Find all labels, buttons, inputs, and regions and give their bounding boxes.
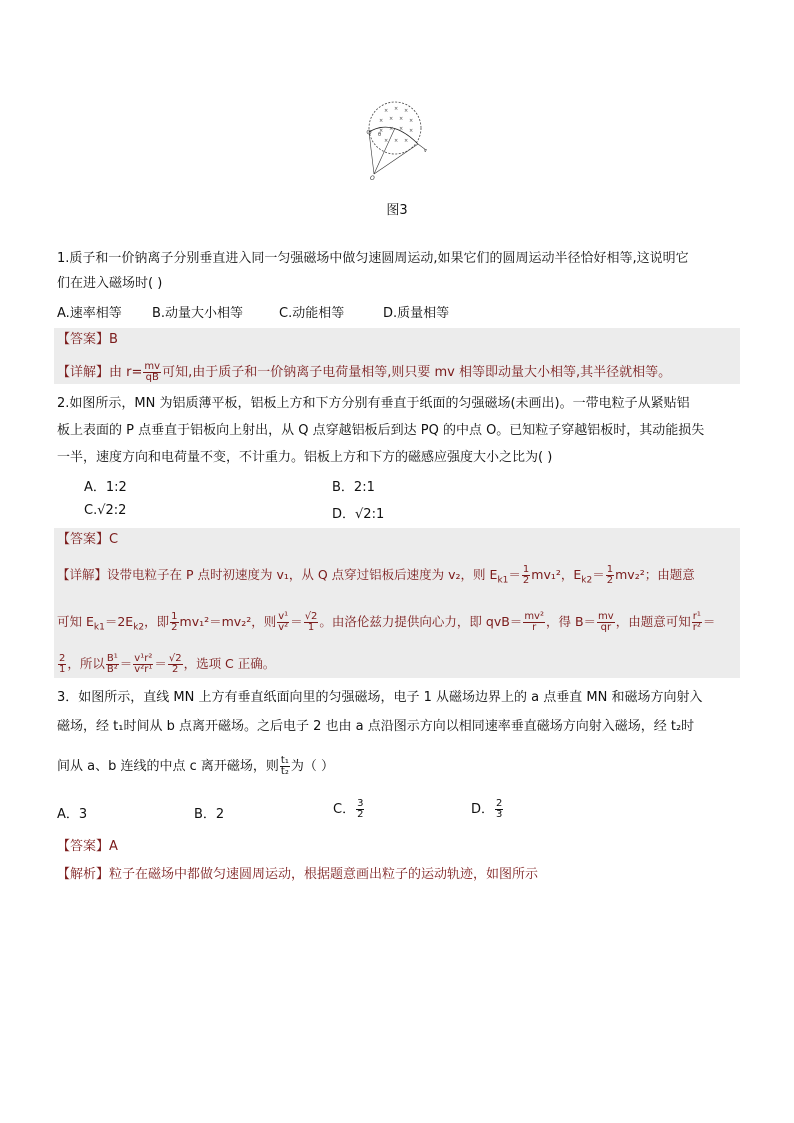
q2-f3: ，所以	[67, 656, 105, 671]
q2-f9: ＝	[154, 656, 167, 671]
q2-answer-value: C	[109, 532, 119, 547]
q2-f4: B¹	[106, 653, 118, 664]
q2-b-frac	[597, 612, 615, 633]
q2-detail-line3	[57, 654, 275, 675]
q2-half-fraction-2	[606, 565, 614, 586]
svg-text:×: ×	[384, 138, 389, 144]
q2-e18: ，由题意可知	[615, 614, 691, 629]
q2-f6: ＝	[119, 656, 133, 671]
q2-d4c: 1	[171, 611, 178, 622]
q1-detail-b: 可知,由于质子和一价钠离子电荷量相等,则只要 mv 相等即动量大小相等,其半径就相等。	[162, 365, 672, 380]
q1-frac-num: mv	[144, 361, 161, 372]
q2-d5c: 2	[171, 622, 178, 633]
q1-answer-tag: 【答案】	[57, 332, 110, 347]
q2-d4: 1	[522, 564, 530, 575]
q2-d6: mv₁²，E	[531, 567, 582, 582]
svg-text:×: ×	[394, 138, 399, 144]
q2-f12: ，选项 C 正确。	[183, 656, 276, 671]
q2-sqrt-ratio	[304, 612, 319, 633]
q2-stem-line2: 板上表面的 P 点垂直于铝板向上射出，从 Q 点穿越铝板后到达 PQ 的中点 O。已知粒子穿越铝板时，其动能损失	[57, 423, 705, 438]
q2-d2: k1	[497, 575, 509, 586]
q2-d7: k2	[581, 575, 593, 586]
q2-d8: ＝	[592, 567, 605, 582]
q2-f5: B²	[106, 664, 118, 675]
q3-optD-frac	[495, 799, 503, 820]
svg-text:×: ×	[384, 108, 389, 114]
q2-e6: mv₁²＝mv₂²，则	[179, 614, 277, 629]
figure-caption: 图3	[386, 203, 408, 218]
q3-answer	[57, 838, 118, 856]
q2-d5: 2	[522, 575, 530, 586]
q2-e12: 。由洛伦兹力提供向心力，即 qvB＝	[319, 614, 523, 629]
svg-text:×: ×	[379, 118, 384, 124]
q1-answer-value: B	[109, 332, 118, 347]
q3-optCd: 2	[357, 809, 364, 820]
q2-e3: ＝2E	[104, 614, 134, 629]
q2-e19: r¹	[692, 611, 701, 622]
svg-text:×: ×	[409, 128, 414, 134]
q3-analysis	[57, 866, 538, 884]
q2-option-b: B．2:1	[332, 480, 375, 495]
q3-answer-value: A	[109, 839, 118, 854]
q3-option-b: B．2	[194, 807, 225, 822]
q2-option-c: C.√2:2	[84, 503, 127, 518]
q3-l3n: t₁	[280, 755, 289, 766]
q2-e21: ＝	[702, 614, 716, 629]
q3-option-d	[471, 798, 504, 820]
theta-label: θ	[378, 132, 382, 138]
q3-stem-line2: 磁场，经 t₁时间从 b 点离开磁场。之后电子 2 也由 a 点沿图示方向以相同速率垂直磁场方向射入磁场，经 t₂时	[57, 719, 695, 734]
q2-e16: mv	[598, 611, 614, 622]
q2-f10: √2	[168, 653, 182, 664]
svg-text:×: ×	[399, 126, 404, 132]
q3-l3a: 间从 a、b 连线的中点 c 离开磁场，则	[57, 759, 279, 774]
q2-f7: v¹r²	[134, 653, 153, 664]
q3-optC: C．	[333, 802, 356, 817]
q2-vr-ratio	[133, 654, 153, 675]
q2-d4b: 1	[606, 564, 614, 575]
q2-d3: ＝	[508, 567, 521, 582]
q3-analysis-text: 粒子在磁场中都做匀速圆周运动，根据题意画出粒子的运动轨迹，如图所示	[109, 867, 539, 882]
q1-stem-line2: 们在进入磁场时( )	[57, 276, 163, 291]
q2-answer	[57, 531, 118, 549]
q2-d5b: 2	[606, 575, 614, 586]
q1-detail-tag: 【详解】	[57, 365, 110, 380]
q3-t-ratio	[280, 756, 290, 777]
svg-text:×: ×	[404, 138, 409, 144]
svg-text:×: ×	[404, 108, 409, 114]
q1-answer	[57, 331, 118, 349]
q2-b-ratio	[106, 654, 119, 675]
q2-option-d: D．√2:1	[332, 507, 385, 522]
q2-e17: qr	[600, 622, 612, 633]
q2-e14: r	[532, 622, 537, 633]
svg-text:×: ×	[389, 126, 394, 132]
q3-answer-tag: 【答案】	[57, 839, 110, 854]
q3-option-a: A．3	[57, 807, 88, 822]
q2-half-fraction-3	[170, 612, 178, 633]
q2-detail-line1	[57, 565, 695, 590]
svg-text:×: ×	[379, 128, 384, 134]
q2-e10: √2	[304, 611, 318, 622]
q2-e9: ＝	[290, 614, 303, 629]
q1-option-d: D.质量相等	[383, 306, 450, 321]
q2-d1: 设带电粒子在 P 点时初速度为 v₁，从 Q 点穿过铝板后速度为 v₂，则 E	[107, 567, 498, 582]
q2-e20: r²	[692, 622, 701, 633]
svg-text:×: ×	[394, 106, 399, 112]
svg-text:×: ×	[399, 116, 404, 122]
q2-detail-tag: 【详解】	[57, 567, 108, 582]
q3-optD: D．	[471, 802, 495, 817]
q2-f1: 2	[59, 653, 66, 664]
q2-e8: v²	[278, 622, 289, 633]
q2-e11: 1	[307, 622, 315, 633]
q2-centripetal-frac	[523, 612, 545, 633]
q2-f11: 2	[172, 664, 179, 675]
velocity-label: v	[424, 148, 427, 154]
q1-stem-line1: 1.质子和一价钠离子分别垂直进入同一匀强磁场中做匀速圆周运动,如果它们的圆周运动半径恰好相等,这说明它	[57, 251, 689, 266]
q1-option-c: C.动能相等	[279, 306, 345, 321]
q2-detail-line2	[57, 612, 715, 637]
q2-e2: k1	[93, 622, 105, 633]
q3-l3b: 为（ ）	[290, 759, 334, 774]
q1-detail-a: 由 r=	[109, 365, 143, 380]
q2-f2: 1	[59, 664, 66, 675]
q3-stem-line1: 3．如图所示，直线 MN 上方有垂直纸面向里的匀强磁场，电子 1 从磁场边界上的 a 点垂直 MN 和磁场方向射入	[57, 690, 703, 705]
q2-r-ratio	[692, 612, 702, 633]
q2-two-over-one	[58, 654, 66, 675]
q2-d9: mv₂²；由题意	[615, 567, 695, 582]
q1-option-a: A.速率相等	[57, 306, 122, 321]
svg-text:×: ×	[409, 118, 414, 124]
q3-optDn: 2	[496, 798, 503, 809]
q2-e1: 可知 E	[57, 614, 94, 629]
q2-e4: k2	[133, 622, 145, 633]
q3-optC-frac	[356, 799, 364, 820]
q2-e7: v¹	[278, 611, 289, 622]
q3-optDd: 3	[496, 809, 503, 820]
q2-answer-tag: 【答案】	[57, 532, 110, 547]
origin-label: O	[370, 175, 375, 182]
q3-optCn: 3	[357, 798, 364, 809]
svg-text:×: ×	[389, 116, 394, 122]
q2-e15: ，得 B＝	[545, 614, 597, 629]
q1-option-b: B.动量大小相等	[152, 306, 244, 321]
q3-option-c	[333, 798, 365, 820]
magnetic-field-figure	[362, 100, 434, 182]
q3-stem-line3	[57, 756, 334, 777]
q1-frac-den: qB	[145, 372, 159, 383]
q2-f8: v²r¹	[134, 664, 153, 675]
q2-stem-line3: 一半，速度方向和电荷量不变，不计重力。铝板上方和下方的磁感应强度大小之比为( )	[57, 450, 553, 465]
q1-detail-fraction	[143, 362, 161, 383]
q3-l3d: t₂	[280, 766, 289, 777]
q2-half-fraction-1	[522, 565, 530, 586]
q2-e5: ，即	[144, 614, 170, 629]
q2-v-ratio	[277, 612, 289, 633]
q1-detail	[57, 362, 671, 383]
q3-analysis-tag: 【解析】	[57, 867, 110, 882]
q2-e13: mv²	[524, 611, 544, 622]
q2-result-frac	[168, 654, 183, 675]
q2-stem-line1: 2.如图所示，MN 为铝质薄平板，铝板上方和下方分别有垂直于纸面的匀强磁场(未画出)。一带电粒子从紧贴铝	[57, 396, 690, 411]
q2-option-a: A．1:2	[84, 480, 127, 495]
